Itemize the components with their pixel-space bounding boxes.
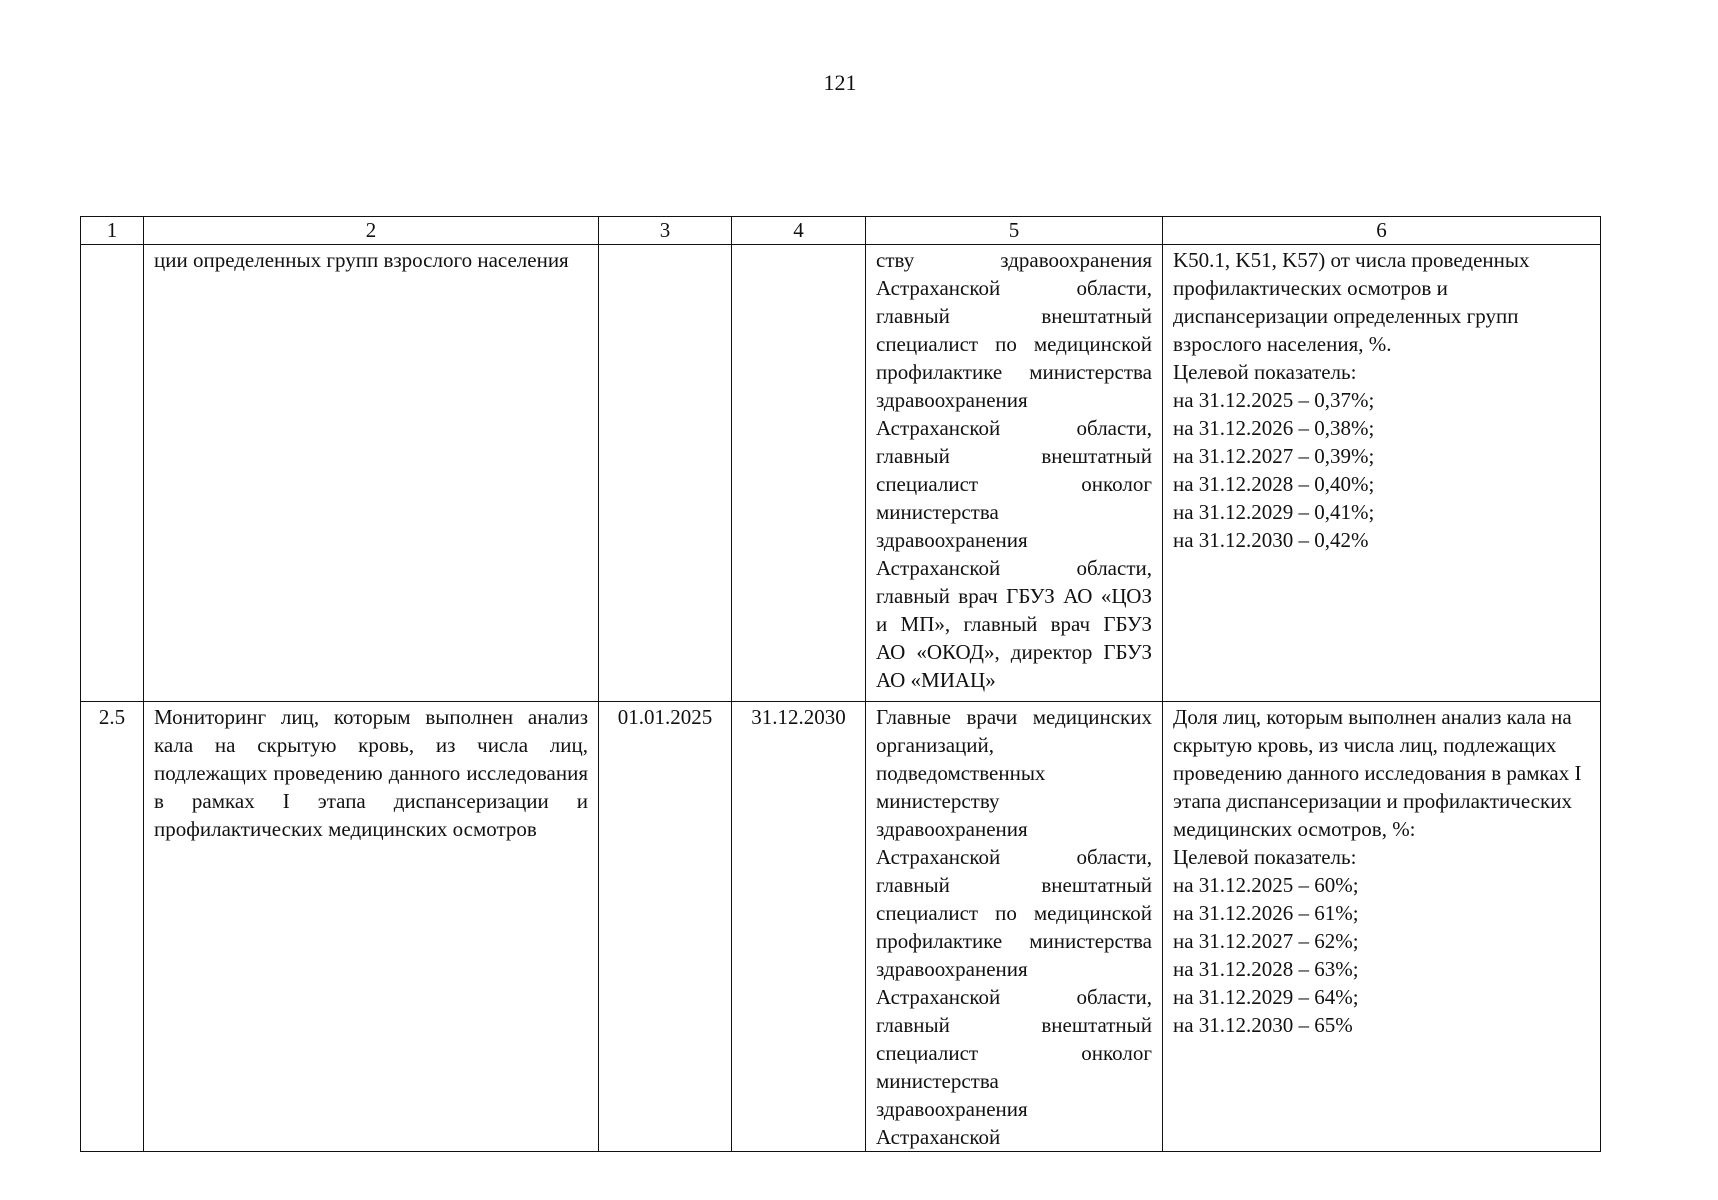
- indicator-cell: [1163, 245, 1601, 702]
- column-header-6: 6: [1163, 217, 1601, 245]
- column-header-2: 2: [144, 217, 599, 245]
- activity-plan-table: [80, 216, 1601, 1152]
- row-number-cell: [81, 245, 144, 702]
- indicator-text: Доля лиц, которым выполнен анализ кала на скрытую кровь, из числа лиц, подлежащих проведению данного исследования в рамках I этапа диспансеризации и профилактических медицинских осмотров, %:: [1173, 705, 1582, 841]
- target-value: на 31.12.2027 – 0,39%;: [1173, 444, 1375, 468]
- target-value: на 31.12.2029 – 64%;: [1173, 985, 1359, 1009]
- column-header-4: 4: [732, 217, 866, 245]
- target-value: на 31.12.2026 – 0,38%;: [1173, 416, 1375, 440]
- column-header-5: 5: [866, 217, 1163, 245]
- target-label: Целевой показатель:: [1173, 845, 1357, 869]
- target-value: на 31.12.2025 – 0,37%;: [1173, 388, 1375, 412]
- start-date-cell: 01.01.2025: [599, 702, 732, 1152]
- target-value: на 31.12.2029 – 0,41%;: [1173, 500, 1375, 524]
- indicator-text: K50.1, K51, K57) от числа проведенных профилактических осмотров и диспансеризации определенных групп взрослого населения, %.: [1173, 248, 1530, 356]
- target-value: на 31.12.2030 – 0,42%: [1173, 528, 1369, 552]
- indicator-cell: [1163, 702, 1601, 1152]
- column-number-header-row: [81, 217, 1601, 245]
- activity-description-cell: ции определенных групп взрослого населения: [144, 245, 599, 702]
- column-header-1: 1: [81, 217, 144, 245]
- start-date-cell: [599, 245, 732, 702]
- table-row: [81, 702, 1601, 1152]
- column-header-3: 3: [599, 217, 732, 245]
- target-value: на 31.12.2025 – 60%;: [1173, 873, 1359, 897]
- end-date-cell: [732, 245, 866, 702]
- row-number-cell: 2.5: [81, 702, 144, 1152]
- responsible-cell: ству здравоохранения Астраханской области, главный внештатный специалист по медицинской профилактике министерства здравоохранения Астраханской области, главный внештатный специалист онколог министерства здравоохранения Астраханской области, главный врач ГБУЗ АО «ЦОЗ и МП», главный врач ГБУЗ АО «ОКОД», директор ГБУЗ АО «МИАЦ»: [866, 245, 1163, 702]
- page-number: 121: [823, 70, 857, 95]
- target-value: на 31.12.2028 – 0,40%;: [1173, 472, 1375, 496]
- target-value: на 31.12.2027 – 62%;: [1173, 929, 1359, 953]
- target-label: Целевой показатель:: [1173, 360, 1357, 384]
- end-date-cell: 31.12.2030: [732, 702, 866, 1152]
- responsible-cell: Главные врачи медицинских организаций, подведомственных министерству здравоохранения Астраханской области, главный внештатный специалист по медицинской профилактике министерства здравоохранения Астраханской области, главный внештатный специалист онколог министерства здравоохранения Астраханской: [866, 702, 1163, 1152]
- activity-description-cell: Мониторинг лиц, которым выполнен анализ кала на скрытую кровь, из числа лиц, подлежащих проведению данного исследования в рамках I этапа диспансеризации и профилактических медицинских осмотров: [144, 702, 599, 1152]
- target-value: на 31.12.2030 – 65%: [1173, 1013, 1353, 1037]
- target-value: на 31.12.2026 – 61%;: [1173, 901, 1359, 925]
- target-value: на 31.12.2028 – 63%;: [1173, 957, 1359, 981]
- table-row: [81, 245, 1601, 702]
